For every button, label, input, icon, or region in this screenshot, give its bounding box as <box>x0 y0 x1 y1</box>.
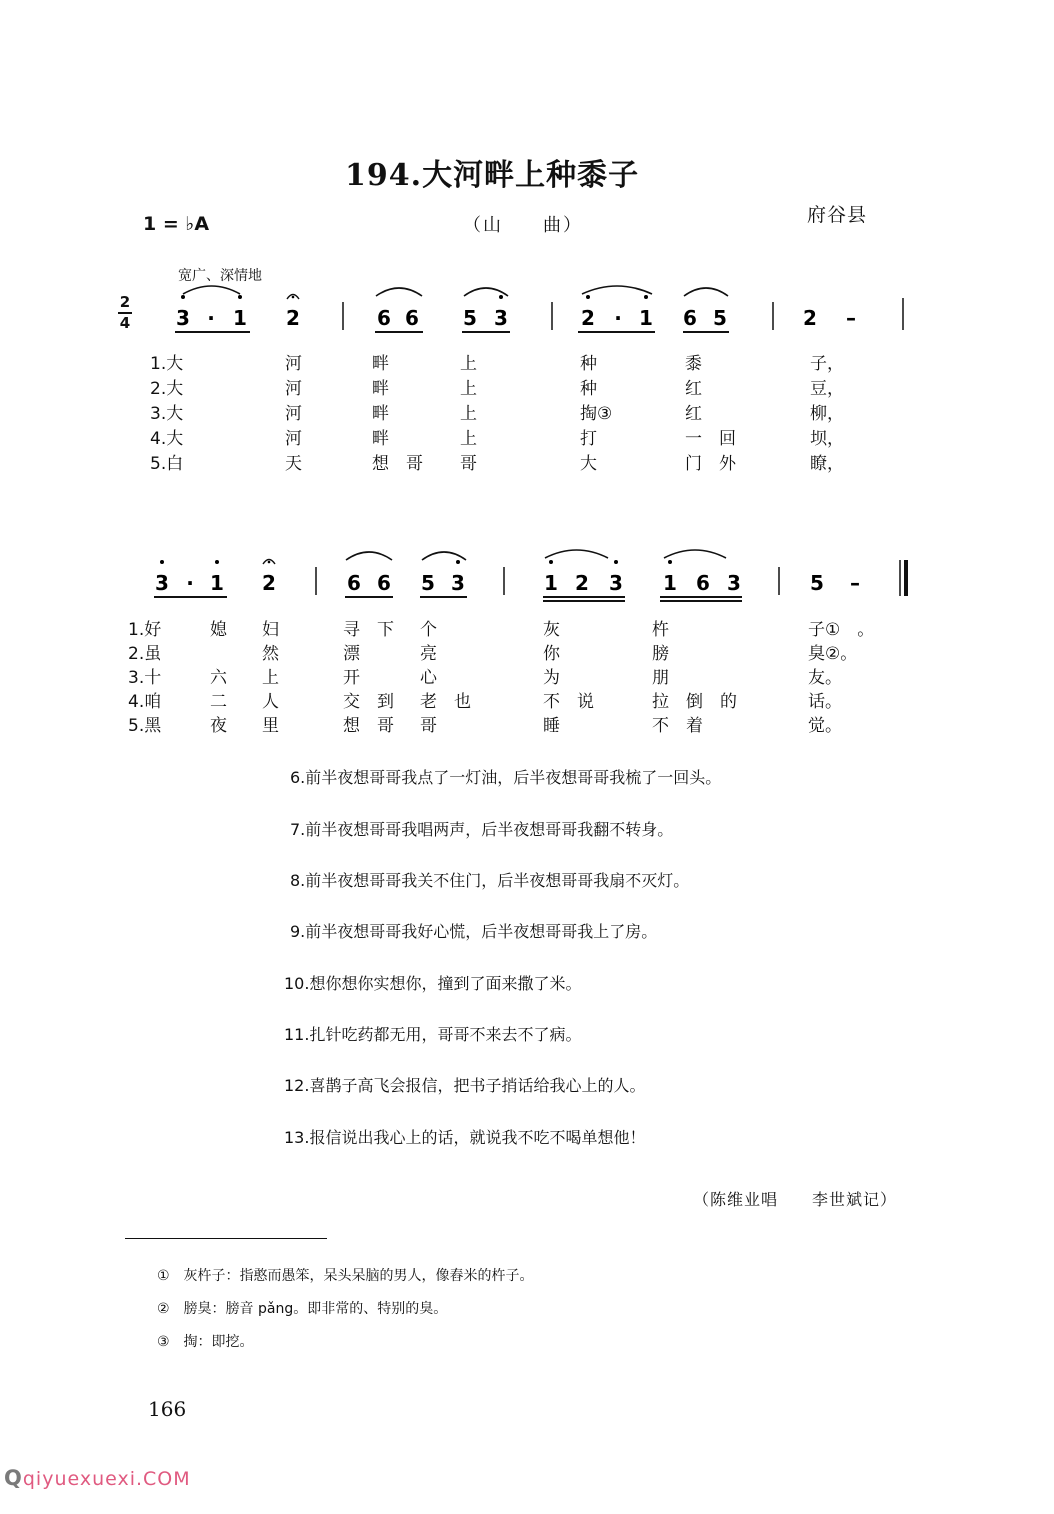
octave-dot <box>614 560 618 564</box>
slur <box>422 552 466 560</box>
lyric-syllable: 上 <box>460 354 477 374</box>
fermata-dot <box>292 296 295 299</box>
note: 6 <box>405 306 419 330</box>
lyric-syllable: 心 <box>420 668 437 688</box>
note: 3 <box>155 571 169 595</box>
lyric-syllable: 种 <box>580 354 597 374</box>
lyric-syllable: 睡 <box>543 716 560 736</box>
lyric-syllable: 上 <box>262 668 279 688</box>
note: 1 <box>639 306 653 330</box>
slur <box>582 286 652 294</box>
lyric-syllable: 河 <box>285 379 302 399</box>
verse-line: 8.前半夜想哥哥我关不住门，后半夜想哥哥我扇不灭灯。 <box>290 871 690 890</box>
lyric-syllable: 上 <box>460 404 477 424</box>
note: 6 <box>377 571 391 595</box>
music-score <box>0 0 1054 620</box>
lyric-syllable: 上 <box>460 429 477 449</box>
lyric-syllable: 畔 <box>372 404 389 424</box>
lyric-syllable: 膀 <box>652 644 669 664</box>
lyric-syllable: 夜 <box>210 716 227 736</box>
lyric-syllable: 3.十 <box>128 668 162 688</box>
lyric-syllable: 然 <box>262 644 279 664</box>
lyric-syllable: 杵 <box>652 620 669 640</box>
octave-dot <box>586 295 590 299</box>
lyric-syllable: 为 <box>543 668 560 688</box>
lyric-syllable: 个 <box>420 620 437 640</box>
verse-line: 7.前半夜想哥哥我唱两声，后半夜想哥哥我翻不转身。 <box>290 820 674 839</box>
lyric-syllable: 臭②。 <box>808 644 858 664</box>
lyric-syllable: 打 <box>580 429 597 449</box>
lyric-syllable: 觉。 <box>808 716 842 736</box>
lyric-syllable: 交 到 <box>343 692 394 712</box>
lyric-syllable: 里 <box>262 716 279 736</box>
note: 3 <box>494 306 508 330</box>
note: 2 <box>575 571 589 595</box>
note: 2 <box>286 306 300 330</box>
octave-dot <box>644 295 648 299</box>
lyric-syllable: 老 也 <box>420 692 471 712</box>
note: 5 <box>421 571 435 595</box>
lyric-syllable: 大 <box>580 454 597 474</box>
note: 3 <box>176 306 190 330</box>
note: 1 <box>663 571 677 595</box>
lyric-syllable: 门 外 <box>685 454 736 474</box>
octave-dot <box>549 560 553 564</box>
octave-dot <box>238 295 242 299</box>
lyric-syllable: 河 <box>285 354 302 374</box>
lyric-syllable: 二 <box>210 692 227 712</box>
lyric-syllable: 红 <box>685 379 702 399</box>
fermata-dot <box>268 561 271 564</box>
genre-label: （山 曲） <box>463 215 583 236</box>
lyric-syllable: 六 <box>210 668 227 688</box>
lyric-syllable: 子① 。 <box>808 620 875 640</box>
slur <box>183 286 240 294</box>
lyric-syllable: 想 哥 <box>372 454 423 474</box>
lyric-syllable: 畔 <box>372 354 389 374</box>
note: 5 <box>713 306 727 330</box>
slur <box>545 550 608 558</box>
note: – <box>850 571 860 595</box>
lyric-syllable: 2.虽 <box>128 644 162 664</box>
watermark-logo-icon: Q <box>4 1466 23 1490</box>
lyric-syllable: 掏③ <box>580 404 613 424</box>
note: · <box>614 306 622 330</box>
lyric-syllable: 友。 <box>808 668 842 688</box>
lyric-syllable: 2.大 <box>150 379 184 399</box>
lyric-syllable: 4.咱 <box>128 692 162 712</box>
lyric-syllable: 上 <box>460 379 477 399</box>
lyric-syllable: 子， <box>810 354 844 374</box>
song-title: 194.大河畔上种黍子 <box>345 158 640 193</box>
note: 3 <box>609 571 623 595</box>
verse-line: 13.报信说出我心上的话，就说我不吃不喝单想他！ <box>284 1128 646 1147</box>
note: – <box>846 306 856 330</box>
note: · <box>186 571 194 595</box>
lyric-syllable: 种 <box>580 379 597 399</box>
lyric-syllable: 黍 <box>685 354 702 374</box>
lyric-syllable: 不 着 <box>652 716 703 736</box>
lyric-syllable: 灰 <box>543 620 560 640</box>
verse-line: 6.前半夜想哥哥我点了一灯油，后半夜想哥哥我梳了一回头。 <box>290 768 722 787</box>
lyric-syllable: 5.黑 <box>128 716 162 736</box>
octave-dot <box>215 560 219 564</box>
note: 2 <box>262 571 276 595</box>
lyric-syllable: 柳， <box>810 404 844 424</box>
credit-line: （陈维业唱 李世斌记） <box>693 1190 898 1209</box>
lyric-syllable: 天 <box>285 454 302 474</box>
key-signature: 1 = ♭A <box>143 213 210 235</box>
verse-line: 12.喜鹊子高飞会报信，把书子捎话给我心上的人。 <box>284 1076 646 1095</box>
origin-label: 府谷县 <box>807 204 868 226</box>
tempo-marking: 宽广、深情地 <box>178 268 262 284</box>
lyric-syllable: 3.大 <box>150 404 184 424</box>
lyric-syllable: 豆， <box>810 379 844 399</box>
lyric-syllable: 哥 <box>460 454 477 474</box>
note: 6 <box>696 571 710 595</box>
note: 2 <box>581 306 595 330</box>
lyric-syllable: 4.大 <box>150 429 184 449</box>
note: 1 <box>544 571 558 595</box>
note: 2 <box>803 306 817 330</box>
slur <box>464 288 508 296</box>
slur <box>346 552 392 560</box>
lyric-syllable: 不 说 <box>543 692 594 712</box>
lyric-syllable: 开 <box>343 668 360 688</box>
octave-dot <box>160 560 164 564</box>
verse-line: 9.前半夜想哥哥我好心慌，后半夜想哥哥我上了房。 <box>290 922 658 941</box>
lyric-syllable: 坝， <box>810 429 844 449</box>
lyric-syllable: 哥 <box>420 716 437 736</box>
footnote: ② 膀臭：膀音 pǎng。即非常的、特别的臭。 <box>157 1301 448 1317</box>
octave-dot <box>181 295 185 299</box>
lyric-syllable: 媳 <box>210 620 227 640</box>
lyric-syllable: 1.大 <box>150 354 184 374</box>
page-number: 166 <box>148 1397 187 1421</box>
lyric-syllable: 你 <box>543 644 560 664</box>
lyric-syllable: 想 哥 <box>343 716 394 736</box>
lyric-syllable: 红 <box>685 404 702 424</box>
lyric-syllable: 瞭， <box>810 454 844 474</box>
lyric-syllable: 话。 <box>808 692 842 712</box>
octave-dot <box>499 295 503 299</box>
lyric-syllable: 拉 倒 的 <box>652 692 737 712</box>
verse-line: 11.扎针吃药都无用，哥哥不来去不了病。 <box>284 1025 582 1044</box>
octave-dot <box>668 560 672 564</box>
lyric-syllable: 妇 <box>262 620 279 640</box>
note: 5 <box>810 571 824 595</box>
lyric-syllable: 寻 下 <box>343 620 394 640</box>
slur <box>684 288 728 296</box>
lyric-syllable: 一 回 <box>685 429 736 449</box>
footnote: ③ 掏：即挖。 <box>157 1334 254 1350</box>
footnote-divider <box>125 1238 327 1239</box>
lyric-syllable: 朋 <box>652 668 669 688</box>
lyric-syllable: 1.好 <box>128 620 162 640</box>
lyric-syllable: 5.白 <box>150 454 184 474</box>
note: 6 <box>347 571 361 595</box>
lyric-syllable: 亮 <box>420 644 437 664</box>
slur <box>376 288 422 296</box>
watermark-text: qiyuexuexi.COM <box>22 1468 191 1490</box>
octave-dot <box>456 560 460 564</box>
lyric-syllable: 畔 <box>372 429 389 449</box>
lyric-syllable: 人 <box>262 692 279 712</box>
verse-line: 10.想你想你实想你，撞到了面来撒了米。 <box>284 974 582 993</box>
site-watermark <box>4 1466 191 1490</box>
footnote: ① 灰杵子：指憨而愚笨，呆头呆脑的男人，像舂米的杵子。 <box>157 1268 534 1284</box>
note: 1 <box>233 306 247 330</box>
time-numerator: 2 <box>119 293 131 311</box>
note: 6 <box>683 306 697 330</box>
lyric-syllable: 畔 <box>372 379 389 399</box>
note: 6 <box>377 306 391 330</box>
slur <box>664 550 726 558</box>
lyric-syllable: 河 <box>285 429 302 449</box>
note: 5 <box>463 306 477 330</box>
note: · <box>207 306 215 330</box>
note: 3 <box>727 571 741 595</box>
lyric-syllable: 漂 <box>343 644 360 664</box>
note: 3 <box>451 571 465 595</box>
lyric-syllable: 河 <box>285 404 302 424</box>
note: 1 <box>210 571 224 595</box>
time-denominator: 4 <box>119 314 131 332</box>
